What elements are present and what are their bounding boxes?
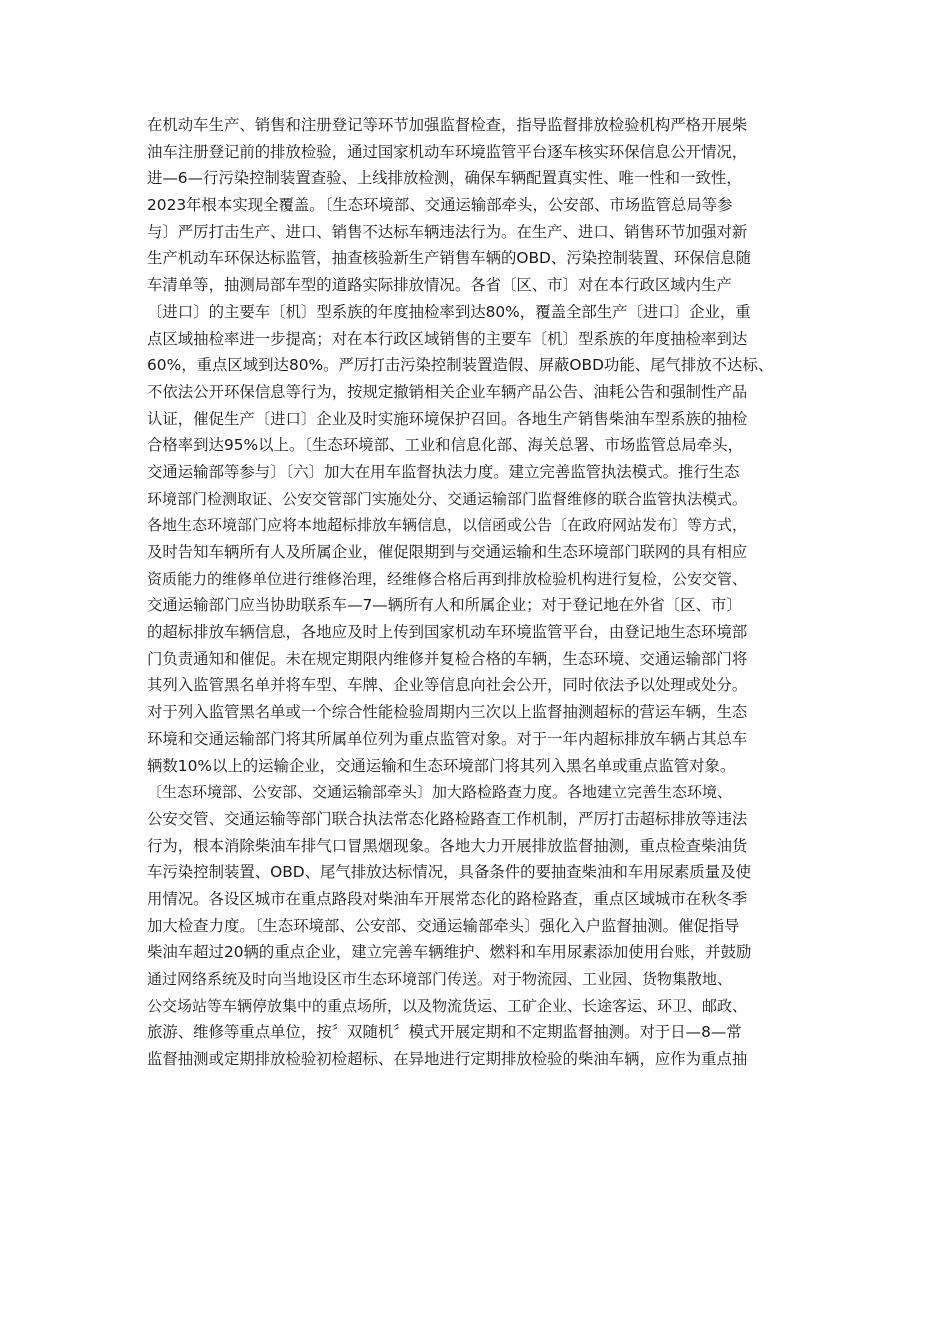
text-line: 点区域抽检率进一步提高；对在本行政区域销售的主要车〔机〕型系族的年度抽检率到达 xyxy=(147,329,748,348)
text-line: 加大检查力度。〔生态环境部、公安部、交通运输部牵头〕强化入户监督抽测。催促指导 xyxy=(147,916,740,935)
text-line: 交通运输部门应当协助联系车—7—辆所有人和所属企业；对于登记地在外省〔区、市〕 xyxy=(147,596,742,615)
text-line: 〔进口〕的主要车〔机〕型系族的年度抽检率到达80%，覆盖全部生产〔进口〕企业，重 xyxy=(147,302,751,321)
text-line: 〔生态环境部、公安部、交通运输部牵头〕加大路检路查力度。各地建立完善生态环境、 xyxy=(147,783,733,802)
text-line: 监督抽测或定期排放检验初检超标、在异地进行定期排放检验的柴油车辆，应作为重点抽 xyxy=(147,1050,748,1069)
text-line: 资质能力的维修单位进行维修治理，经维修合格后再到排放检验机构进行复检，公安交管、 xyxy=(147,569,748,588)
text-line: 各地生态环境部门应将本地超标排放车辆信息，以信函或公告〔在政府网站发布〕等方式， xyxy=(147,516,748,535)
text-line: 柴油车超过20辆的重点企业，建立完善车辆维护、燃料和车用尿素添加使用台账，并鼓励 xyxy=(147,943,752,962)
text-line: 车污染控制装置、OBD、尾气排放达标情况，具备条件的要抽查柴油和车用尿素质量及使 xyxy=(147,863,751,882)
text-line: 用情况。各设区城市在重点路段对柴油车开展常态化的路检路查，重点区域城市在秋冬季 xyxy=(147,889,748,908)
text-line: 与〕严厉打击生产、进口、销售不达标车辆违法行为。在生产、进口、销售环节加强对新 xyxy=(147,222,748,241)
text-line: 认证，催促生产〔进口〕企业及时实施环境保护召回。各地生产销售柴油车型系族的抽检 xyxy=(147,409,748,428)
text-line: 60%，重点区域到达80%。严厉打击污染控制装置造假、屏蔽OBD功能、尾气排放不达标、 xyxy=(147,356,774,375)
text-line: 油车注册登记前的排放检验，通过国家机动车环境监管平台逐车核实环保信息公开情况， xyxy=(147,142,748,161)
text-line: 通过网络系统及时向当地设区市生态环境部门传送。对于物流园、工业园、货物集散地、 xyxy=(147,970,733,988)
text-line: 进—6—行污染控制装置查验、上线排放检测，确保车辆配置真实性、唯一性和一致性， xyxy=(147,169,742,188)
text-line: 合格率到达95%以上。〔生态环境部、工业和信息化部、海关总署、市场监管总局牵头， xyxy=(147,436,743,455)
text-line: 旅游、维修等重点单位，按〞双随机〞模式开展定期和不定期监督抽测。对于日—8—常 xyxy=(147,1023,742,1042)
text-line: 环境部门检测取证、公安交管部门实施处分、交通运输部门监督维修的联合监管执法模式。 xyxy=(147,489,748,508)
text-line: 门负责通知和催促。未在规定期限内维修并复检合格的车辆，生态环境、交通运输部门将 xyxy=(147,649,748,668)
text-line: 行为，根本消除柴油车排气口冒黑烟现象。各地大力开展排放监督抽测，重点检查柴油货 xyxy=(147,836,748,855)
text-line: 公安交管、交通运输等部门联合执法常态化路检路查工作机制，严厉打击超标排放等违法 xyxy=(147,809,748,828)
text-line: 公交场站等车辆停放集中的重点场所，以及物流货运、工矿企业、长途客运、环卫、邮政、 xyxy=(147,996,748,1015)
text-line: 不依法公开环保信息等行为，按规定撤销相关企业车辆产品公告、油耗公告和强制性产品 xyxy=(147,382,748,401)
text-line: 在机动车生产、销售和注册登记等环节加强监督检查，指导监督排放检验机构严格开展柴 xyxy=(147,116,748,134)
text-line: 对于列入监管黑名单或一个综合性能检验周期内三次以上监督抽测超标的营运车辆，生态 xyxy=(147,703,748,722)
body-text xyxy=(147,112,817,1073)
text-line: 交通运输部等参与〕〔六〕加大在用车监督执法力度。建立完善监管执法模式。推行生态 xyxy=(147,462,740,481)
text-line: 及时告知车辆所有人及所属企业，催促限期到与交通运输和生态环境部门联网的具有相应 xyxy=(147,543,748,561)
text-line: 环境和交通运输部门将其所属单位列为重点监管对象。对于一年内超标排放车辆占其总车 xyxy=(147,729,748,748)
text-line: 其列入监管黑名单并将车型、车牌、企业等信息向社会公开，同时依法予以处理或处分。 xyxy=(147,676,748,695)
text-line: 2023年根本实现全覆盖。〔生态环境部、交通运输部牵头，公安部、市场监管总局等参 xyxy=(147,196,733,215)
text-line: 生产机动车环保达标监管，抽查核验新生产销售车辆的OBD、污染控制装置、环保信息随 xyxy=(147,249,751,268)
text-line: 辆数10%以上的运输企业，交通运输和生态环境部门将其列入黑名单或重点监管对象。 xyxy=(147,756,736,775)
text-line: 的超标排放车辆信息，各地应及时上传到国家机动车环境监管平台，由登记地生态环境部 xyxy=(147,623,748,642)
text-line: 车清单等，抽测局部车型的道路实际排放情况。各省〔区、市〕对在本行政区域内生产 xyxy=(147,276,732,295)
